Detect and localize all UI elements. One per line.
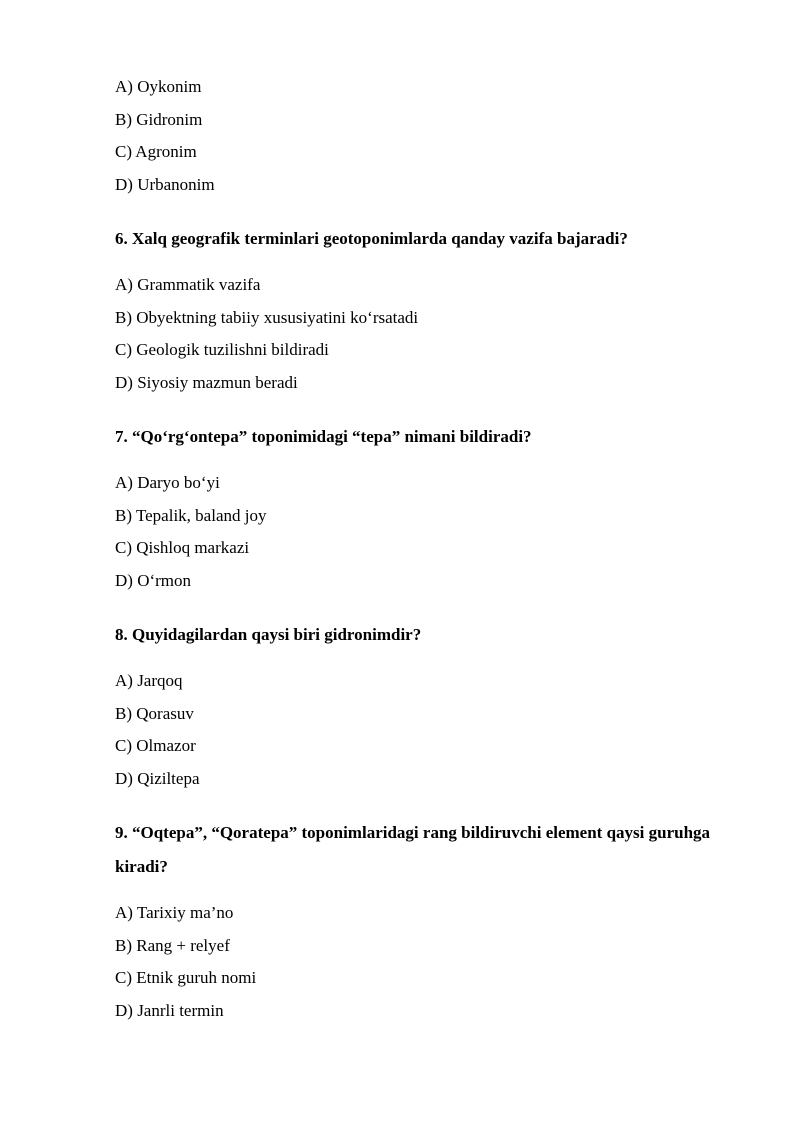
option-6c: C) Geologik tuzilishni bildiradi xyxy=(115,340,329,359)
question-7-text: 7. “Qo‘rg‘ontepa” toponimidagi “tepa” nimani bildiradi? xyxy=(115,427,532,446)
question-6-options xyxy=(115,273,715,403)
document-page xyxy=(115,75,715,1031)
option-6a: A) Grammatik vazifa xyxy=(115,275,261,294)
option-6d: D) Siyosiy mazmun beradi xyxy=(115,372,298,392)
question-5-options xyxy=(115,75,715,205)
option-8a: A) Jarqoq xyxy=(115,671,183,690)
option-9b: B) Rang + relyef xyxy=(115,935,230,955)
option-8d: D) Qiziltepa xyxy=(115,768,200,788)
option-9a: A) Tarixiy ma’no xyxy=(115,903,234,922)
question-6-text: 6. Xalq geografik terminlari geotoponimlarda qanday vazifa bajaradi? xyxy=(115,229,628,248)
option-7a: A) Daryo bo‘yi xyxy=(115,473,220,492)
option-7c: C) Qishloq markazi xyxy=(115,538,250,557)
question-8-text: 8. Quyidagilardan qaysi biri gidronimdir? xyxy=(115,625,422,644)
option-9d: D) Janrli termin xyxy=(115,1000,224,1020)
option-7d: D) O‘rmon xyxy=(115,570,192,590)
option-5c: C) Agronim xyxy=(115,142,197,161)
option-5d: D) Urbanonim xyxy=(115,174,215,194)
question-9-text: 9. “Oqtepa”, “Qoratepa” toponimlaridagi rang bildiruvchi element qaysi guruhga kiradi? xyxy=(115,823,711,876)
option-5b: B) Gidronim xyxy=(115,109,203,129)
option-8b: B) Qorasuv xyxy=(115,703,194,723)
question-8-options xyxy=(115,669,715,799)
option-7b: B) Tepalik, baland joy xyxy=(115,505,267,525)
option-6b: B) Obyektning tabiiy xususiyatini ko‘rsatadi xyxy=(115,307,419,327)
question-9-options xyxy=(115,901,715,1031)
option-9c: C) Etnik guruh nomi xyxy=(115,968,257,987)
option-5a: A) Oykonim xyxy=(115,77,202,96)
question-7-options xyxy=(115,471,715,601)
option-8c: C) Olmazor xyxy=(115,736,196,755)
